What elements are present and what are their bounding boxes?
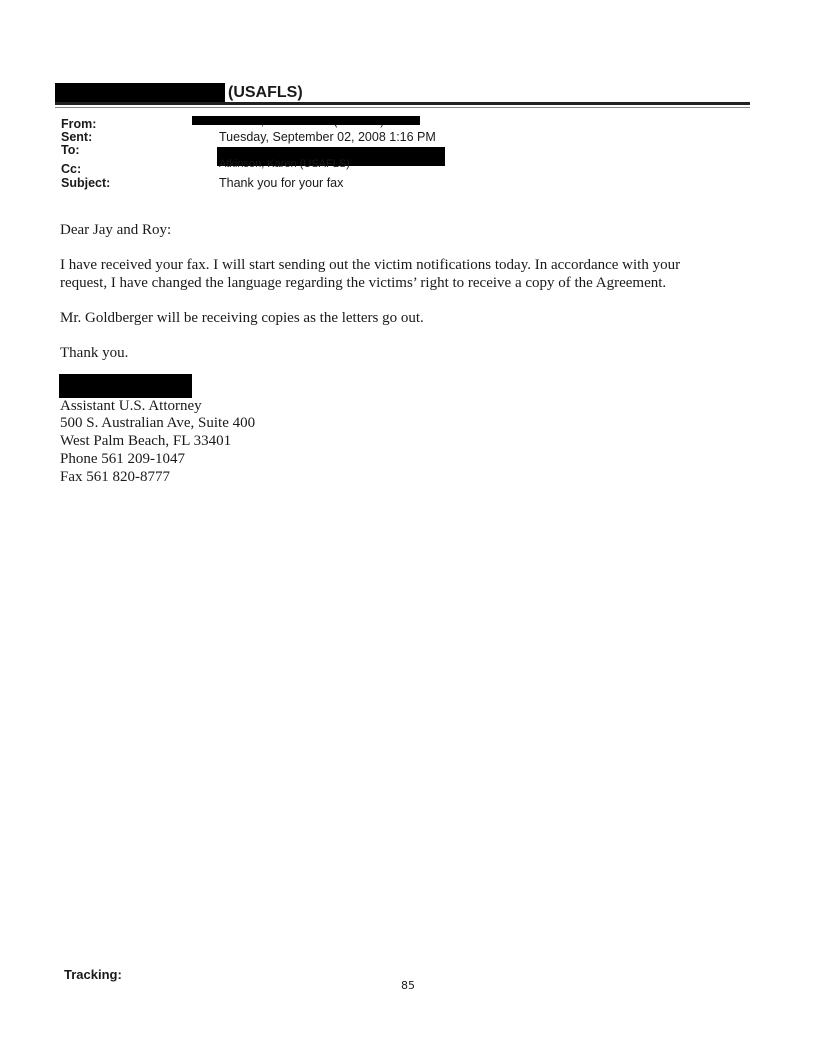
paragraph-1-line-2: request, I have changed the language regarding the victims’ right to receive a copy of the Agreement. (60, 275, 667, 291)
signature-name-redaction (59, 374, 192, 398)
subject-value: Thank you for your fax (219, 176, 344, 190)
paragraph-1-line-1: I have received your fax. I will start sending out the victim notifications today. In accordance with your (60, 257, 681, 273)
subject-label: Subject: (61, 176, 111, 190)
paragraph-2: Mr. Goldberger will be receiving copies as the letters go out. (60, 310, 424, 326)
from-redaction (192, 116, 420, 125)
signature-address-2: West Palm Beach, FL 33401 (60, 433, 232, 449)
signature-title: Assistant U.S. Attorney (60, 398, 202, 414)
sent-value: Tuesday, September 02, 2008 1:16 PM (219, 130, 436, 144)
header-name-redaction (55, 83, 225, 104)
cc-label: Cc: (61, 162, 82, 176)
header-rule (55, 102, 750, 105)
cc-value (219, 158, 399, 173)
page-number: 85 (401, 979, 415, 992)
to-label: To: (61, 143, 80, 157)
header-rule-thin (55, 107, 750, 108)
header-title: (USAFLS) (228, 84, 303, 101)
signature-fax: Fax 561 820-8777 (60, 469, 170, 485)
signature-phone: Phone 561 209-1047 (60, 451, 185, 467)
sent-label: Sent: (61, 130, 93, 144)
cc-value-text: Atkinson, Karen (USAFLS) (219, 158, 350, 170)
from-label: From: (61, 117, 97, 131)
greeting: Dear Jay and Roy: (60, 222, 172, 238)
tracking-label: Tracking: (64, 967, 122, 982)
signature-address-1: 500 S. Australian Ave, Suite 400 (60, 415, 256, 431)
closing: Thank you. (60, 345, 129, 361)
